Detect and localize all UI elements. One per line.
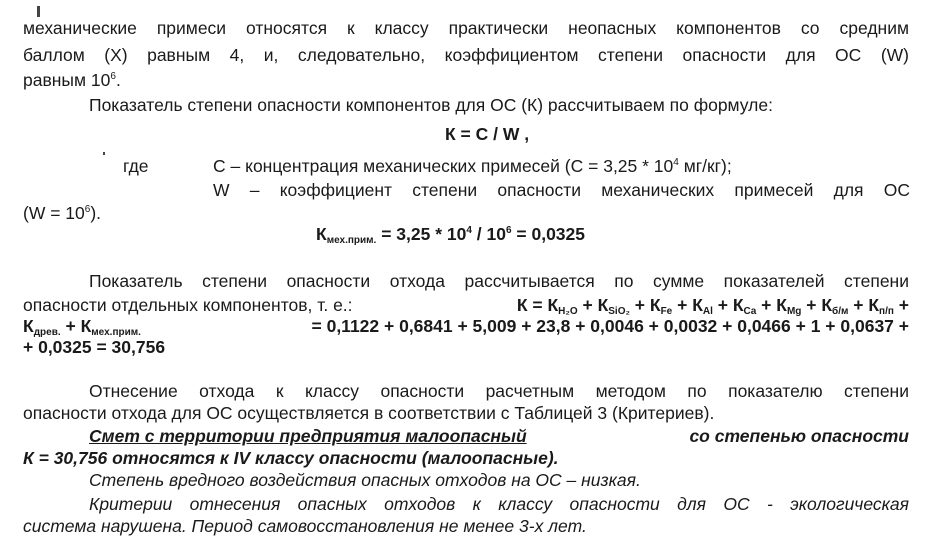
k-mg: $К_{Mg}$ <box>776 295 802 317</box>
conclusion-line-1: Смет с территории предприятия малоопасный со степенью опасности <box>89 426 909 446</box>
formula-intro: Показатель степени опасности компонентов для ОС (К) рассчитываем по формуле: <box>89 95 773 115</box>
sum-values: $К_{древ.} + К_{мех.прим.}$ = 0,1122 + 0,6841 + 5,009 + 23,8 + 0,0046 + 0,0032 + 0,0466 + 1 + 0,0637 + <box>23 316 909 338</box>
k-fe: $К_{Fe}$ <box>649 295 673 317</box>
c-definition: С – концентрация механических примесей ($С = 3,25 * 10^4$ мг/кг); <box>213 156 732 176</box>
k-wood: $К_{древ.}$ <box>23 316 61 338</box>
scan-mark <box>103 152 105 155</box>
k-h2o: $К_{H_2O}$ <box>547 295 578 317</box>
w-definition-tail: $(W = 10^6)$. <box>23 203 102 223</box>
paragraph-1-line-2: баллом (X) равным 4, и, следовательно, коэффициентом степени опасности для ОС (W) <box>23 45 909 65</box>
sum-formula: $К = К_{H_2O} + К_{SiO_2} + К_{Fe} + К_{Al} + К_{Ca} + К_{Mg} + К_{б/м} + К_{п/п}$ + <box>516 295 909 317</box>
k-mech: $К_{мех.прим.}$ <box>80 316 141 338</box>
criteria-line-2: система нарушена. Период самовосстановления не менее 3-х лет. <box>23 516 587 536</box>
k-bm: $К_{б/м}$ <box>821 295 849 317</box>
criteria-line-1: Критерии отнесения опасных отходов к классу опасности для ОС - экологическая <box>89 494 909 514</box>
k-al: $К_{Al}$ <box>692 295 713 317</box>
classification-line-2: опасности отхода для ОС осуществляется в соответствии с Таблицей 3 (Критериев). <box>23 403 715 423</box>
where-label: где <box>123 156 149 176</box>
paragraph-1-line-1: механические примеси относятся к классу практически неопасных компонентов со средним <box>23 18 909 38</box>
formula: К = С / W , <box>445 124 530 144</box>
k-ca: $К_{Ca}$ <box>732 295 757 317</box>
sum-intro-line-2: опасности отдельных компонентов, т. е.: $К = К_{H_2O} + К_{SiO_2} + К_{Fe} + К_{Al} + К_{Ca} + К_{Mg} + К_{б/м} + К_{п/п}$ + <box>23 295 909 317</box>
conclusion-line-2: К = 30,756 относятся к IV классу опасности (малоопасные). <box>23 448 559 468</box>
calc-mech-impurities: $К_{мех.прим.} = 3,25 * 10^4 / 10^6 = 0,0325$ <box>316 224 586 246</box>
classification-line-1: Отнесение отхода к классу опасности расчетным методом по показателю степени <box>89 381 909 401</box>
k-sio2: $К_{SiO_2}$ <box>597 295 630 317</box>
scan-mark <box>37 6 40 17</box>
paragraph-1-line-3: равным $10^6$. <box>23 70 121 90</box>
w-definition: W – коэффициент степени опасности механических примесей для ОС <box>213 180 910 200</box>
k-pp: $К_{п/п}$ <box>868 295 894 317</box>
sum-intro-line-1: Показатель степени опасности отхода рассчитывается по сумме показателей степени <box>89 271 909 291</box>
sum-result: + 0,0325 = 30,756 <box>23 337 166 357</box>
impact-degree: Степень вредного воздействия опасных отходов на ОС – низкая. <box>89 470 641 490</box>
